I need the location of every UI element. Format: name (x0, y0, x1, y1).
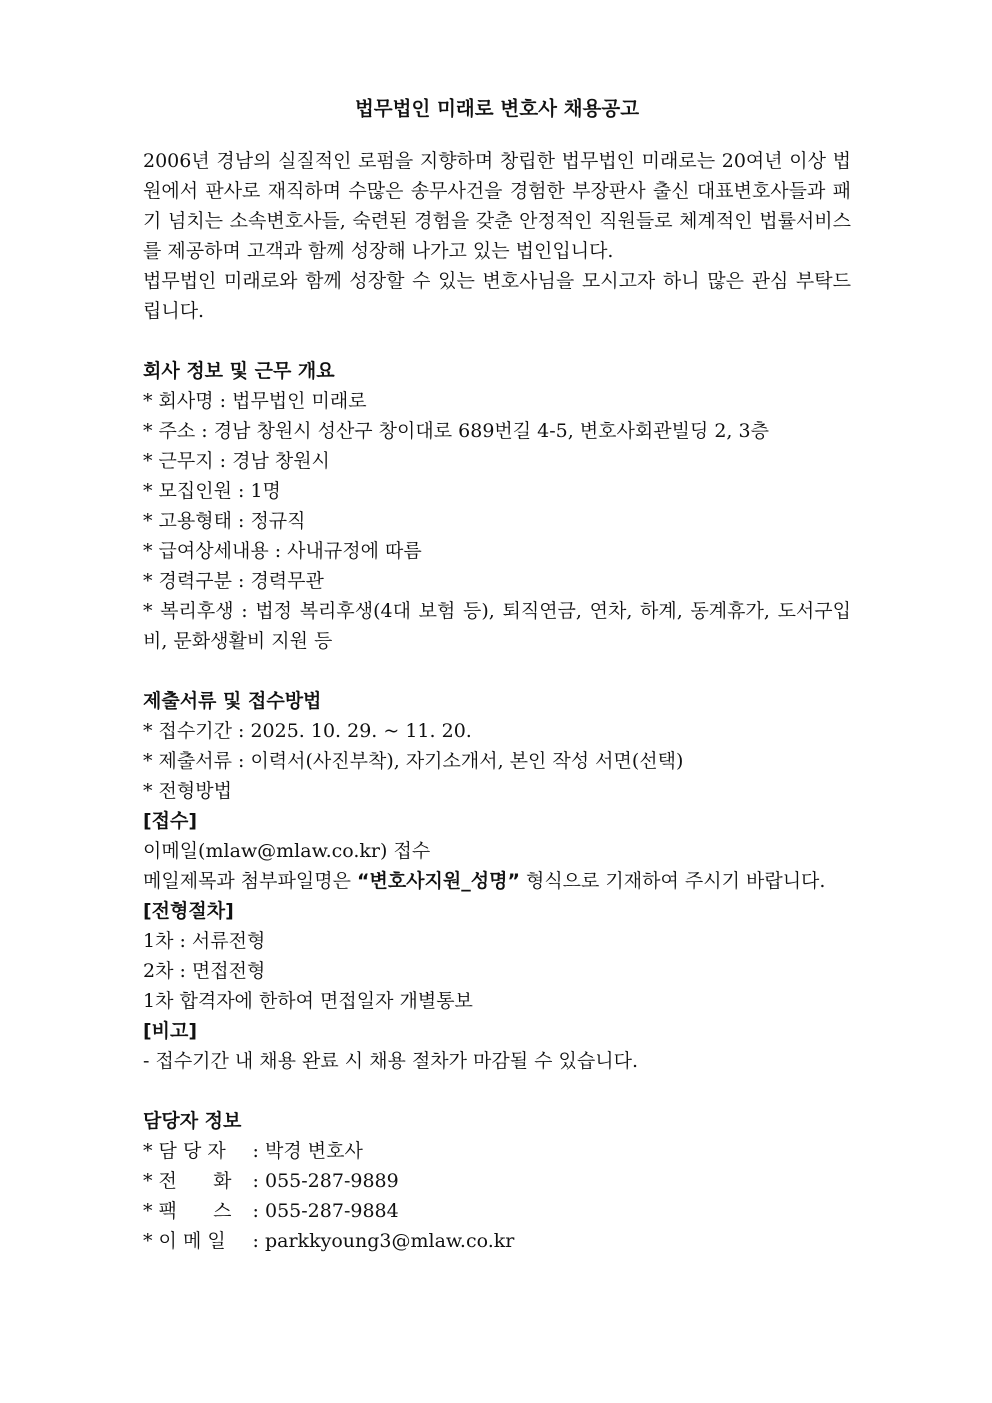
contact-value-phone: : 055-287-9889 (252, 1170, 399, 1192)
contact-row (143, 1166, 851, 1196)
spacer (143, 656, 851, 686)
application-period-text: 접수기간 : 2025. 10. 29. ~ 11. 20. (158, 720, 472, 742)
spacer (143, 326, 851, 356)
headcount: 모집인원 : 1명 (158, 480, 281, 502)
career-type: 경력구분 : 경력무관 (158, 570, 324, 592)
bullet-mark: * (143, 1230, 153, 1252)
contact-row (143, 1226, 851, 1256)
contact-row (143, 1136, 851, 1166)
company-name: 회사명 : 법무법인 미래로 (158, 390, 367, 412)
intro-paragraph-2: 법무법인 미래로와 함께 성장할 수 있는 변호사님을 모시고자 하니 많은 관심 부탁드립니다. (143, 270, 851, 322)
contact-label-fax: 팩 스 (158, 1200, 232, 1222)
bullet-mark: * (143, 750, 153, 772)
employment-type: 고용형태 : 정규직 (158, 510, 306, 532)
company-info-item (143, 566, 851, 596)
selection-method (143, 776, 851, 806)
intro-paragraph-1: 2006년 경남의 실질적인 로펌을 지향하며 창립한 법무법인 미래로는 20여년 이상 법원에서 판사로 재직하며 수많은 송무사건을 경험한 부장판사 출신 대표변호사들과 패기 넘치는 소속변호사들, 숙련된 경험을 갖춘 안정적인 직원들로 체계적인 법률서비스를 제공하며 고객과 함께 성장해 나가고 있는 법인입니다. (143, 150, 851, 262)
bullet-mark: * (143, 540, 153, 562)
contact-value-fax: : 055-287-9884 (252, 1200, 399, 1222)
required-documents (143, 746, 851, 776)
contact-label-person: 담 당 자 (158, 1140, 226, 1162)
process-step: 2차 : 면접전형 (143, 960, 266, 982)
salary-detail: 급여상세내용 : 사내규정에 따름 (158, 540, 422, 562)
process-heading: [전형절차] (143, 900, 234, 922)
document-page (143, 92, 851, 1256)
remarks-heading: [비고] (143, 1020, 198, 1042)
receipt-note-post: 형식으로 기재하여 주시기 바랍니다. (519, 870, 826, 892)
document-title: 법무법인 미래로 변호사 채용공고 (354, 97, 640, 120)
receipt-note (143, 866, 851, 896)
bullet-mark: * (143, 450, 153, 472)
required-documents-text: 제출서류 : 이력서(사진부착), 자기소개서, 본인 작성 서면(선택) (158, 750, 684, 772)
subject-format: “변호사지원_성명” (356, 870, 520, 892)
bullet-mark: * (143, 480, 153, 502)
company-info-item (143, 506, 851, 536)
process-step: 1차 합격자에 한하여 면접일자 개별통보 (143, 990, 473, 1012)
contact-value-email[interactable]: : parkkyoung3@mlaw.co.kr (252, 1230, 515, 1252)
benefits: 복리후생 : 법정 복리후생(4대 보험 등), 퇴직연금, 연차, 하계, 동계휴가, 도서구입비, 문화생활비 지원 등 (143, 600, 851, 652)
selection-method-label: 전형방법 (158, 780, 232, 802)
company-info-list (143, 386, 851, 656)
bullet-mark: * (143, 720, 153, 742)
receipt-email-text: 이메일(mlaw@mlaw.co.kr) 접수 (143, 840, 431, 862)
company-info-item (143, 446, 851, 476)
bullet-mark: * (143, 390, 153, 412)
company-address: 주소 : 경남 창원시 성산구 창이대로 689번길 4-5, 변호사회관빌딩 2, 3층 (158, 420, 769, 442)
bullet-mark: * (143, 510, 153, 532)
receipt-heading: [접수] (143, 810, 198, 832)
bullet-mark: * (143, 600, 153, 622)
contact-label-email: 이 메 일 (158, 1230, 226, 1252)
application-period (143, 716, 851, 746)
contact-value-person: : 박경 변호사 (252, 1140, 363, 1162)
company-info-item (143, 536, 851, 566)
receipt-email-line (143, 836, 851, 866)
bullet-mark: * (143, 780, 153, 802)
company-info-item (143, 386, 851, 416)
bullet-mark: * (143, 570, 153, 592)
receipt-note-pre: 메일제목과 첨부파일명은 (143, 870, 357, 892)
spacer (143, 1076, 851, 1106)
bullet-mark: * (143, 1140, 153, 1162)
process-step: 1차 : 서류전형 (143, 930, 266, 952)
bullet-mark: * (143, 420, 153, 442)
bullet-mark: * (143, 1200, 153, 1222)
company-section-heading: 회사 정보 및 근무 개요 (143, 360, 335, 382)
remarks-text: - 접수기간 내 채용 완료 시 채용 절차가 마감될 수 있습니다. (143, 1050, 638, 1072)
company-info-item (143, 416, 851, 446)
contact-label-phone: 전 화 (158, 1170, 232, 1192)
contact-section-heading: 담당자 정보 (143, 1110, 242, 1132)
company-info-item (143, 596, 851, 656)
bullet-mark: * (143, 1170, 153, 1192)
contact-row (143, 1196, 851, 1226)
company-info-item (143, 476, 851, 506)
submission-section-heading: 제출서류 및 접수방법 (143, 690, 322, 712)
work-location: 근무지 : 경남 창원시 (158, 450, 330, 472)
